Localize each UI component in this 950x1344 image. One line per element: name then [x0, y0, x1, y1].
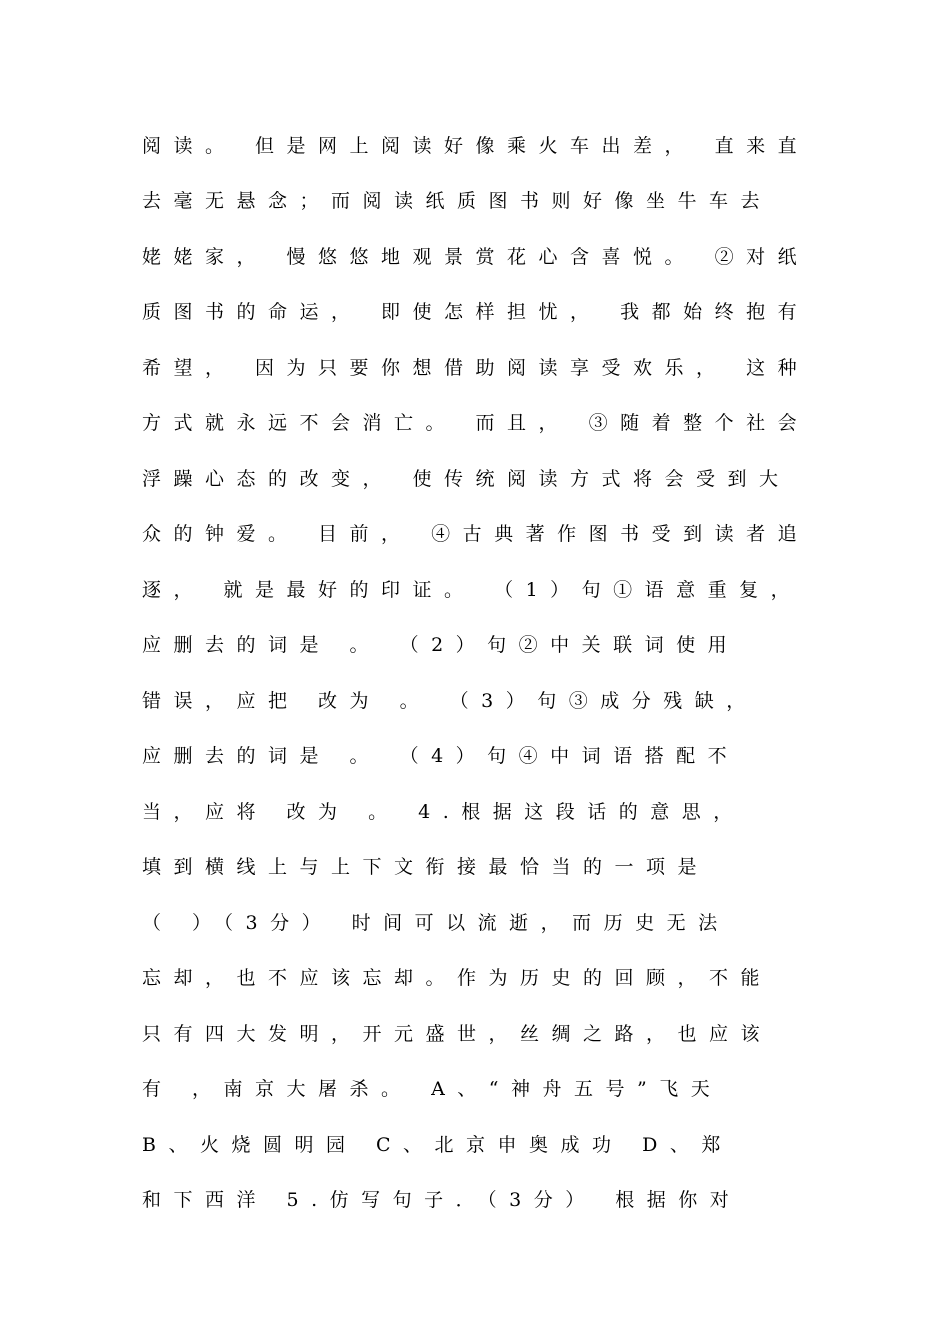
- text-line: 浮躁心态的改变， 使传统阅读方式将会受到大: [142, 468, 791, 490]
- text-line: 姥姥家， 慢悠悠地观景赏花心含喜悦。 ②对纸: [142, 246, 810, 268]
- text-line: 有 ，南京大屠杀。 A、“神舟五号”飞天: [142, 1078, 723, 1100]
- text-line: 和下西洋 5.仿写句子．（3分） 根据你对: [142, 1189, 742, 1211]
- text-line: 忘却，也不应该忘却。作为历史的回顾，不能: [142, 967, 773, 989]
- text-line: B、火烧圆明园 C、北京申奥成功 D、郑: [142, 1134, 733, 1156]
- text-line: 只有四大发明，开元盛世，丝绸之路，也应该: [142, 1023, 773, 1045]
- text-line: 去毫无悬念；而阅读纸质图书则好像坐牛车去: [142, 190, 773, 212]
- text-line: 希望， 因为只要你想借助阅读享受欢乐， 这种: [142, 357, 810, 379]
- text-line: 应删去的词是 。 （4）句④中词语搭配不: [142, 745, 740, 767]
- text-line: 逐， 就是最好的印证。 （1）句①语意重复，: [142, 579, 803, 601]
- text-line: 填到横线上与上下文衔接最恰当的一项是: [142, 856, 710, 878]
- text-line: 错误，应把 改为 。 （3）句③成分残缺，: [142, 690, 758, 712]
- text-line: 应删去的词是 。 （2）句②中关联词使用: [142, 634, 740, 656]
- text-line: 质图书的命运， 即使怎样担忧， 我都始终抱有: [142, 301, 810, 323]
- text-line: 阅读。 但是网上阅读好像乘火车出差， 直来直: [142, 135, 810, 157]
- text-line: 众的钟爱。 目前， ④古典著作图书受到读者追: [142, 523, 810, 545]
- text-line: （ ）（3分） 时间可以流逝，而历史无法: [142, 912, 730, 934]
- text-line: 当，应将 改为 。 4.根据这段话的意思，: [142, 801, 745, 823]
- text-line: 方式就永远不会消亡。 而且， ③随着整个社会: [142, 412, 810, 434]
